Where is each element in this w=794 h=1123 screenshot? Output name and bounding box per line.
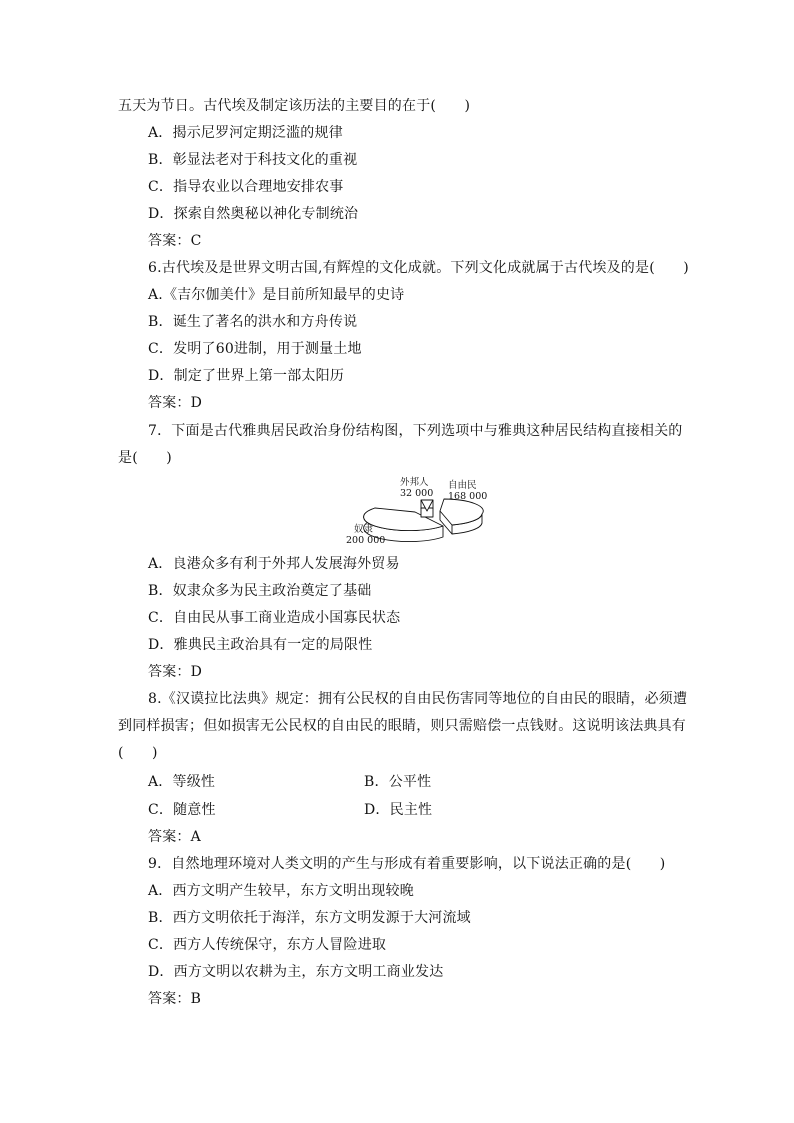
q6-option-c: C．发明了60进制，用于测量土地 — [148, 341, 362, 357]
q8-answer: 答案：A — [148, 829, 201, 845]
q7-answer: 答案：D — [148, 664, 203, 680]
q5-option-d: D．探索自然奥秘以神化专制统治 — [148, 206, 359, 222]
q9-option-b: B．西方文明依托于海洋，东方文明发源于大河流域 — [148, 910, 471, 926]
q6-option-a: A.《吉尔伽美什》是目前所知最早的史诗 — [148, 287, 405, 303]
q6-option-d: D．制定了世界上第一部太阳历 — [148, 368, 345, 384]
q7-option-a: A．良港众多有利于外邦人发展海外贸易 — [148, 556, 400, 572]
pie-chart-svg — [340, 474, 490, 550]
q5-option-b: B．彰显法老对于科技文化的重视 — [148, 152, 358, 168]
q5-stem: 五天为节日。古代埃及制定该历法的主要目的在于( ) — [118, 98, 471, 114]
q7-stem-line1: 7．下面是古代雅典居民政治身份结构图，下列选项中与雅典这种居民结构直接相关的 — [148, 423, 683, 439]
q8-option-a: A．等级性 — [148, 774, 216, 790]
q8-stem-line2: 到同样损害；但如损害无公民权的自由民的眼睛，则只需赔偿一点钱财。这说明该法典具有 — [118, 718, 686, 734]
pie-label-free: 自由民 — [448, 480, 477, 491]
q8-stem-line3: ( ) — [118, 745, 158, 761]
q6-answer: 答案：D — [148, 395, 203, 411]
q9-answer: 答案：B — [148, 991, 202, 1007]
q5-option-c: C．指导农业以合理地安排农事 — [148, 179, 344, 195]
q8-option-c: C．随意性 — [148, 802, 216, 818]
q8-option-b: B．公平性 — [364, 774, 432, 790]
q7-option-d: D．雅典民主政治具有一定的局限性 — [148, 637, 373, 653]
q9-stem: 9．自然地理环境对人类文明的产生与形成有着重要影响，以下说法正确的是( ) — [148, 856, 666, 872]
q5-answer: 答案：C — [148, 233, 202, 249]
population-pie-chart — [340, 474, 490, 550]
pie-value-free: 168 000 — [448, 491, 488, 502]
q9-option-d: D．西方文明以农耕为主，东方文明工商业发达 — [148, 964, 444, 980]
q7-stem-line2: 是( ) — [118, 450, 172, 466]
q8-stem-line1: 8.《汉谟拉比法典》规定：拥有公民权的自由民伤害同等地位的自由民的眼睛，必须遭 — [148, 691, 688, 707]
pie-label-foreigner: 外邦人 — [400, 477, 429, 488]
q9-option-a: A．西方文明产生较早，东方文明出现较晚 — [148, 883, 414, 899]
q6-stem: 6.古代埃及是世界文明古国,有辉煌的文化成就。下列文化成就属于古代埃及的是( ) — [148, 260, 689, 276]
q5-option-a: A．揭示尼罗河定期泛滥的规律 — [148, 125, 343, 141]
pie-value-slave: 200 000 — [346, 535, 386, 546]
pie-label-slave: 奴隶 — [354, 524, 374, 535]
q8-option-d: D．民主性 — [364, 802, 433, 818]
q6-option-b: B．诞生了著名的洪水和方舟传说 — [148, 314, 358, 330]
q9-option-c: C．西方人传统保守，东方人冒险进取 — [148, 937, 387, 953]
q7-option-b: B．奴隶众多为民主政治奠定了基础 — [148, 583, 372, 599]
pie-value-foreigner: 32 000 — [400, 488, 434, 499]
q7-option-c: C．自由民从事工商业造成小国寡民状态 — [148, 610, 401, 626]
